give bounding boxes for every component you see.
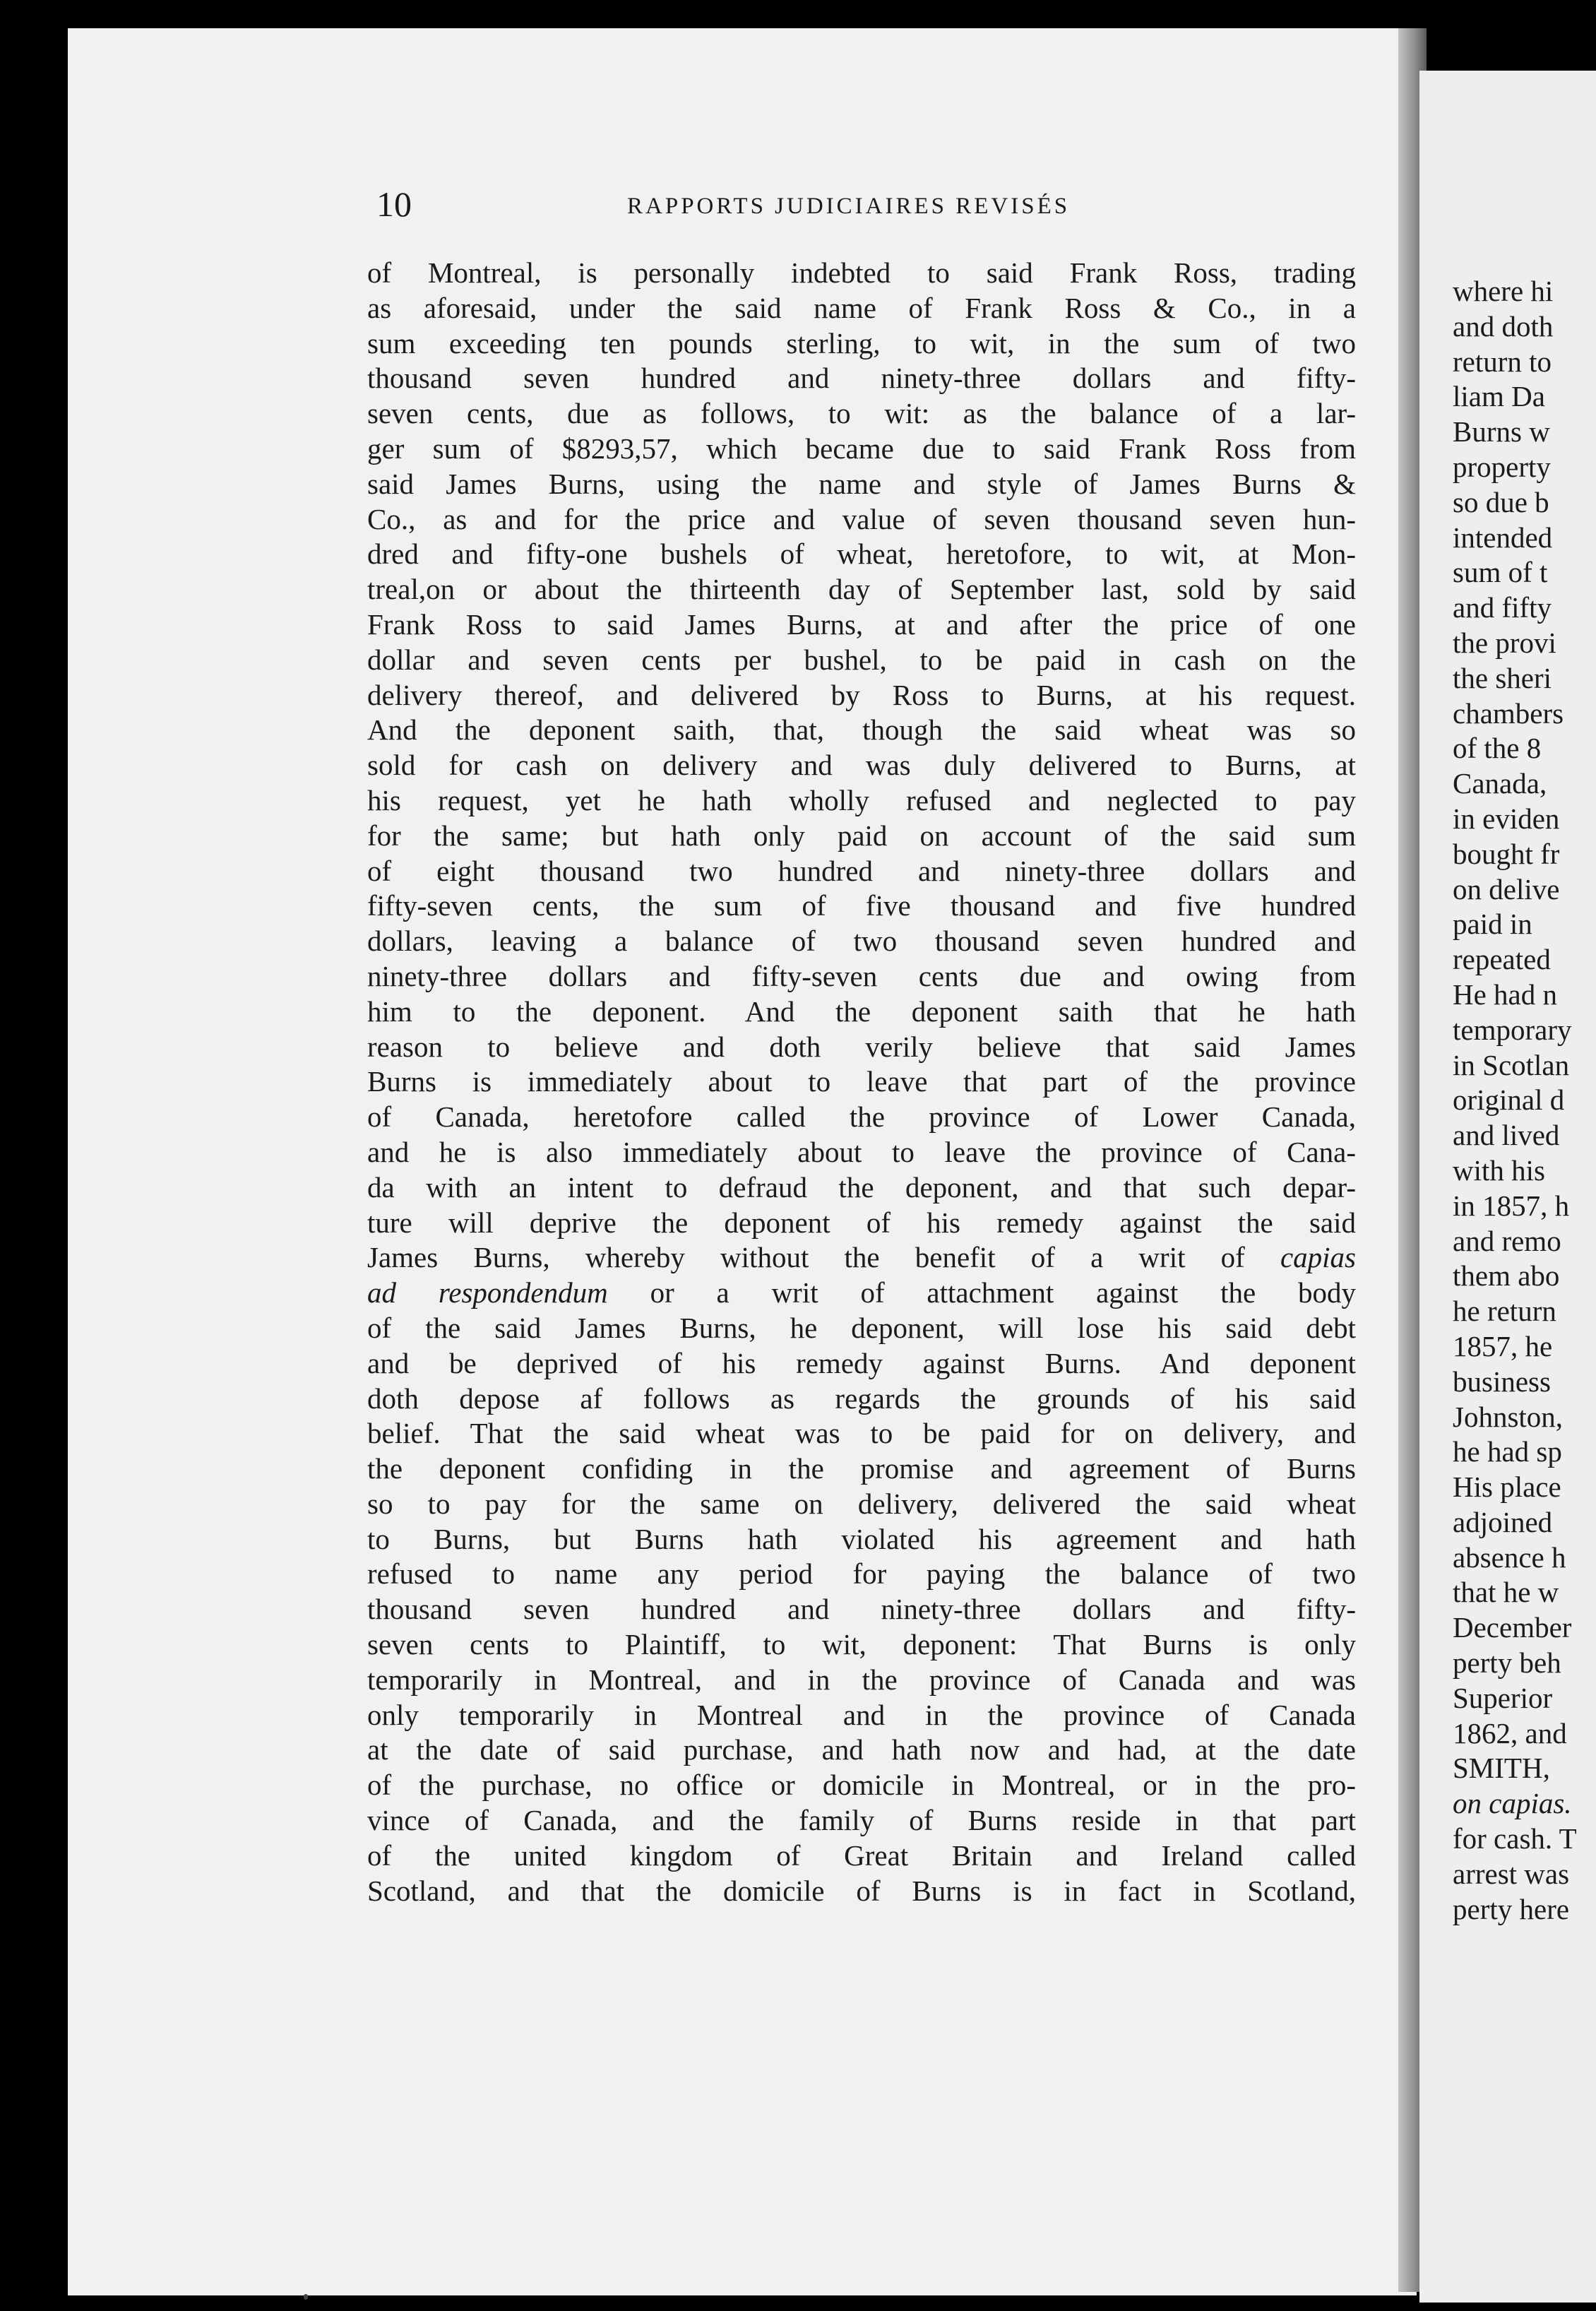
text-line: bought fr [1453, 837, 1560, 870]
text-line: and lived [1453, 1119, 1560, 1152]
text-line: Scotland, and that the domicile of Burns is in fact in Scotland, [367, 1874, 1356, 1907]
text-line: perty here [1453, 1892, 1570, 1925]
text-line: at the date of said purchase, and hath now and had, at the date [367, 1733, 1356, 1766]
text-line: And the deponent saith, that, though the said wheat was so [367, 713, 1356, 747]
text-line: temporary [1453, 1013, 1572, 1046]
text-line: Canada, [1453, 767, 1547, 800]
right-page-text-column [1453, 274, 1577, 1927]
text-line: dred and fifty-one bushels of wheat, heretofore, to wit, at Mon- [367, 537, 1356, 571]
text-line: adjoined [1453, 1505, 1553, 1538]
text-line: of Montreal, is personally indebted to said Frank Ross, trading [367, 256, 1356, 289]
text-line: da with an intent to defraud the deponent, and that such depar- [367, 1170, 1356, 1204]
text-span: James Burns, whereby without the benefit of a writ of [367, 1241, 1280, 1274]
text-line: treal,on or about the thirteenth day of September last, sold by said [367, 573, 1356, 606]
text-line: and he is also immediately about to leave the province of Cana- [367, 1135, 1356, 1168]
text-line: for the same; but hath only paid on account of the said sum [367, 819, 1356, 852]
text-line: thousand seven hundred and ninety-three dollars and fifty- [367, 1593, 1356, 1626]
text-line: to Burns, but Burns hath violated his agreement and hath [367, 1522, 1356, 1555]
text-line: sold for cash on delivery and was duly delivered to Burns, at [367, 749, 1356, 782]
text-line: liam Da [1453, 380, 1545, 413]
text-line: property [1453, 450, 1551, 483]
text-line: and doth [1453, 309, 1554, 343]
text-line: belief. That the said wheat was to be paid for on delivery, and [367, 1417, 1356, 1450]
text-line: that he w [1453, 1576, 1559, 1609]
text-line: and be deprived of his remedy against Burns. And deponent [367, 1346, 1356, 1379]
text-line: the sheri [1453, 661, 1552, 694]
text-line: He had n [1453, 978, 1558, 1011]
text-line: SMITH, [1453, 1752, 1550, 1785]
text-line: His place [1453, 1471, 1561, 1504]
text-line: he return [1453, 1295, 1556, 1328]
text-line: seven cents, due as follows, to wit: as the balance of a lar- [367, 397, 1356, 430]
text-line: only temporarily in Montreal and in the province of Canada [367, 1698, 1356, 1731]
text-line: thousand seven hundred and ninety-three dollars and fifty- [367, 362, 1356, 395]
text-line: original d [1453, 1083, 1565, 1117]
text-line: December [1453, 1611, 1572, 1644]
text-line: reason to believe and doth verily believe that said James [367, 1030, 1356, 1063]
text-line: in Scotlan [1453, 1048, 1570, 1081]
text-span: or a writ of attachment against the body [607, 1276, 1356, 1309]
text-line: refused to name any period for paying the balance of two [367, 1557, 1356, 1591]
text-line: doth depose af follows as regards the grounds of his said [367, 1382, 1356, 1415]
text-line: in 1857, h [1453, 1189, 1570, 1222]
text-line: where hi [1453, 275, 1554, 307]
text-line: ture will deprive the deponent of his remedy against the said [367, 1206, 1356, 1239]
text-line: paid in [1453, 908, 1532, 941]
text-line: sum exceeding ten pounds sterling, to wit, in the sum of two [367, 326, 1356, 360]
text-line: Co., as and for the price and value of seven thousand seven hun- [367, 502, 1356, 535]
text-line: so due b [1453, 485, 1549, 518]
text-line: intended [1453, 521, 1553, 554]
text-line: Burns w [1453, 415, 1550, 448]
text-line: with his [1453, 1153, 1545, 1187]
text-line: so to pay for the same on delivery, delivered the said wheat [367, 1487, 1356, 1520]
text-line: ger sum of $8293,57, which became due to said Frank Ross from [367, 432, 1356, 465]
text-line: of the purchase, no office or domicile in Montreal, or in the pro- [367, 1769, 1356, 1802]
text-line: return to [1453, 345, 1552, 378]
text-line: sum of t [1453, 556, 1548, 589]
text-line: dollar and seven cents per bushel, to be paid in cash on the [367, 643, 1356, 676]
text-line: in eviden [1453, 802, 1560, 835]
text-line: he had sp [1453, 1435, 1562, 1468]
text-line: seven cents to Plaintiff, to wit, deponent: That Burns is only [367, 1628, 1356, 1661]
text-line: of the 8 [1453, 732, 1542, 765]
text-line: and fifty [1453, 591, 1552, 624]
text-line: Burns is immediately about to leave that part of the province [367, 1065, 1356, 1098]
text-line: chambers [1453, 696, 1564, 730]
page-header [376, 184, 1365, 226]
text-line [1453, 1786, 1577, 1822]
text-line: Superior [1453, 1681, 1553, 1714]
text-line: of Canada, heretofore called the province of Lower Canada, [367, 1100, 1356, 1134]
text-line: as aforesaid, under the said name of Frank Ross & Co., in a [367, 291, 1356, 324]
text-line: fifty-seven cents, the sum of five thousand and five hundred [367, 889, 1356, 922]
text-line: arrest was [1453, 1857, 1570, 1890]
text-line: perty beh [1453, 1646, 1561, 1680]
text-line: Johnston, [1453, 1400, 1564, 1433]
text-line: his request, yet he hath wholly refused and neglected to pay [367, 783, 1356, 816]
italic-text-span: on capias. [1453, 1787, 1572, 1820]
page-number: 10 [376, 184, 412, 224]
text-line: dollars, leaving a balance of two thousand seven hundred and [367, 925, 1356, 958]
text-line: of the united kingdom of Great Britain and Ireland called [367, 1838, 1356, 1872]
text-line: said James Burns, using the name and style of James Burns & [367, 467, 1356, 500]
text-line: absence h [1453, 1540, 1566, 1574]
text-line: them abo [1453, 1259, 1560, 1293]
text-line: repeated [1453, 943, 1551, 976]
text-line: temporarily in Montreal, and in the province of Canada and was [367, 1663, 1356, 1696]
text-line: of eight thousand two hundred and ninety-three dollars and [367, 854, 1356, 887]
body-text-column [367, 256, 1356, 1908]
text-line: him to the deponent. And the deponent saith that he hath [367, 994, 1356, 1028]
text-line: business [1453, 1365, 1551, 1398]
text-line: ninety-three dollars and fifty-seven cents due and owing from [367, 959, 1356, 992]
text-line: on delive [1453, 872, 1560, 905]
text-line [367, 1276, 1356, 1311]
text-line: for cash. T [1453, 1822, 1577, 1855]
italic-text-span: capias [1280, 1241, 1356, 1274]
text-line: 1857, he [1453, 1329, 1553, 1362]
text-line: and remo [1453, 1224, 1561, 1257]
text-line: of the said James Burns, he deponent, will lose his said debt [367, 1311, 1356, 1344]
text-line [367, 1240, 1356, 1276]
text-line: vince of Canada, and the family of Burns reside in that part [367, 1804, 1356, 1837]
running-head: RAPPORTS JUDICIAIRES REVISÉS [627, 194, 1071, 219]
text-line: Frank Ross to said James Burns, at and after the price of one [367, 607, 1356, 641]
text-line: the provi [1453, 626, 1556, 659]
scan-speck [304, 2294, 308, 2300]
italic-text-span: ad respondendum [367, 1276, 608, 1309]
text-line: 1862, and [1453, 1716, 1567, 1749]
text-line: the deponent confiding in the promise and agreement of Burns [367, 1452, 1356, 1485]
text-line: delivery thereof, and delivered by Ross to Burns, at his request. [367, 678, 1356, 711]
